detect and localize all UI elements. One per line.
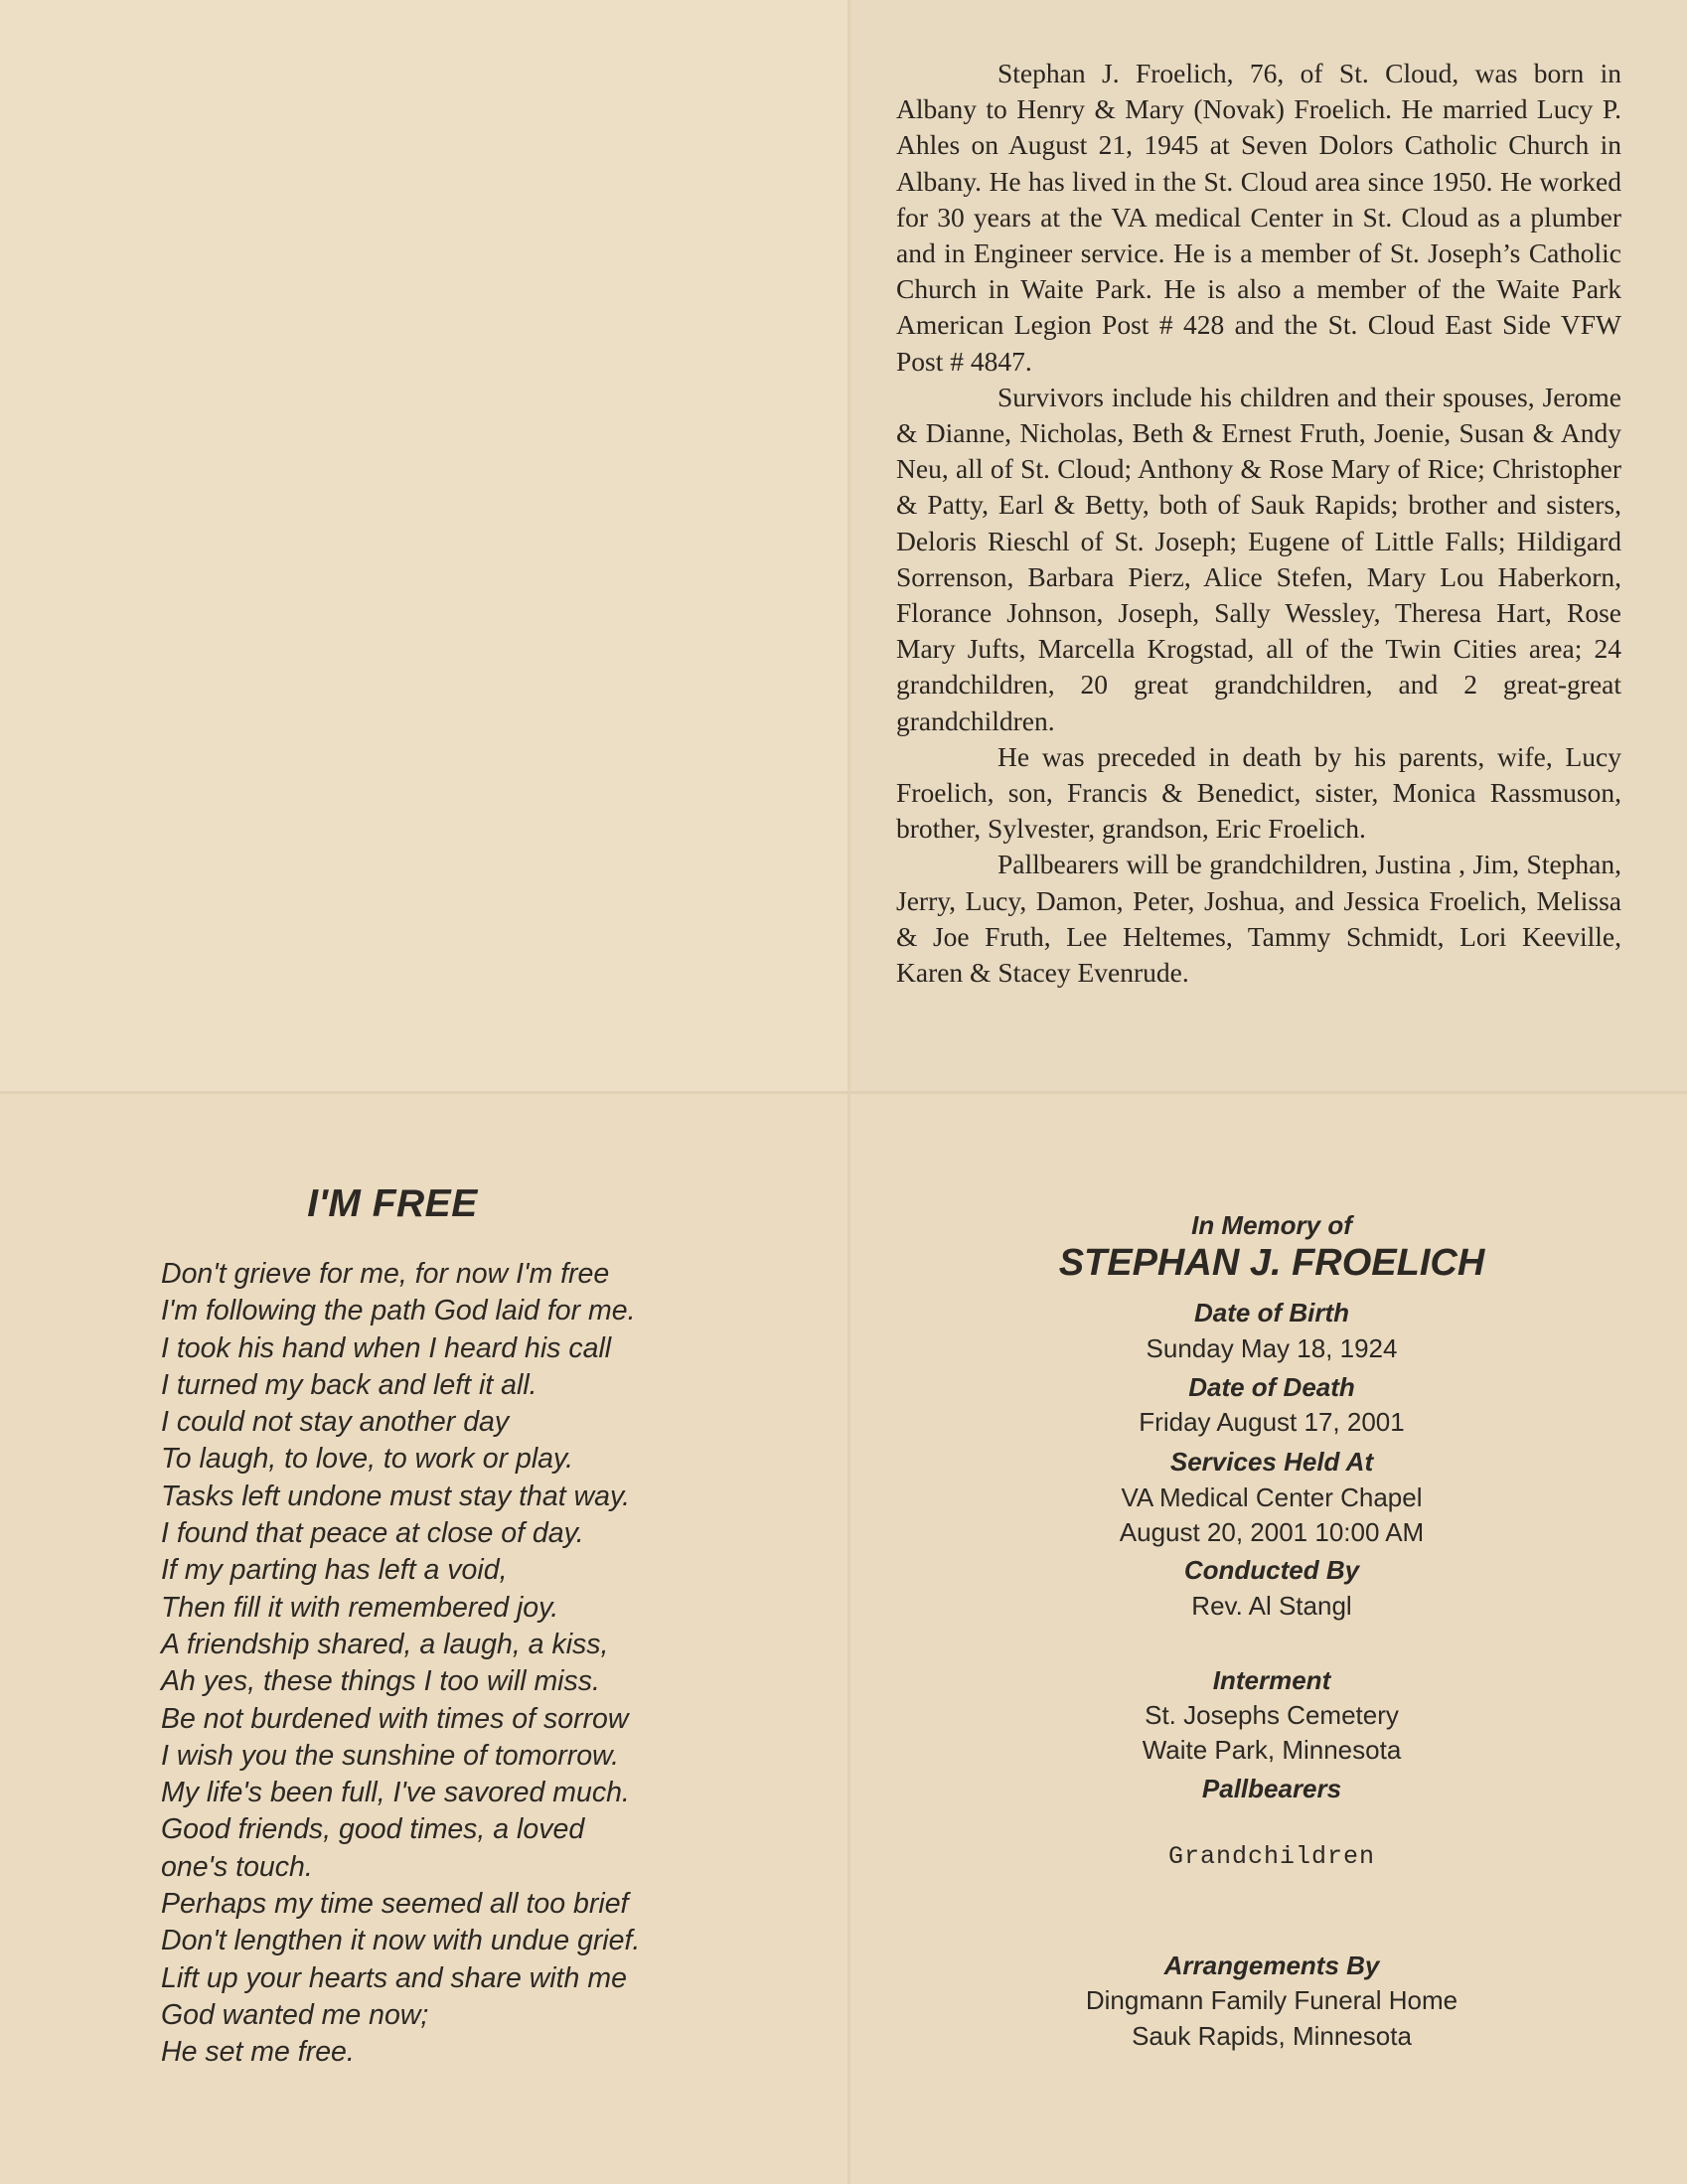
interment-label: Interment: [1212, 1665, 1331, 1695]
obituary-paragraph-preceded: He was preceded in death by his parents, wife, Lucy Froelich, son, Francis & Benedict, sister, Monica Rassmuson, brother, Sylvester, grandson, Eric Froelich.: [896, 740, 1621, 845]
poem-line: He set me free.: [161, 2036, 355, 2069]
poem-line: Ah yes, these things I too will miss.: [161, 1665, 600, 1698]
poem-line: I found that peace at close of day.: [161, 1517, 584, 1550]
poem-line: My life's been full, I've savored much.: [161, 1777, 630, 1809]
arrangements-label: Arrangements By: [1163, 1950, 1380, 1980]
services-label: Services Held At: [1169, 1447, 1374, 1477]
poem-line: Don't lengthen it now with undue grief.: [161, 1925, 641, 1957]
poem-line: I'm following the path God laid for me.: [161, 1295, 636, 1327]
conducted-by-label: Conducted By: [1183, 1555, 1360, 1585]
date-of-birth-value: Sunday May 18, 1924: [1146, 1333, 1398, 1363]
poem-line: Perhaps my time seemed all too brief: [161, 1888, 629, 1921]
poem-line: If my parting has left a void,: [161, 1554, 508, 1587]
horizontal-fold-line: [0, 1091, 1687, 1094]
poem-title: I'M FREE: [307, 1182, 478, 1225]
poem-line: I took his hand when I heard his call: [161, 1331, 612, 1364]
poem-line: God wanted me now;: [161, 1998, 429, 2031]
poem-body: [161, 1256, 797, 2072]
date-of-birth-label: Date of Birth: [1194, 1298, 1349, 1327]
poem-line: Good friends, good times, a loved: [161, 1813, 585, 1846]
poem-line: Be not burdened with times of sorrow: [161, 1702, 629, 1735]
funeral-home-name: Dingmann Family Funeral Home: [1085, 1985, 1458, 2015]
poem-line: I wish you the sunshine of tomorrow.: [161, 1739, 619, 1772]
services-place: VA Medical Center Chapel: [1121, 1482, 1423, 1512]
poem-line: Don't grieve for me, for now I'm free: [161, 1258, 610, 1290]
conducted-by-value: Rev. Al Stangl: [1191, 1591, 1352, 1621]
blank-panel: [0, 0, 849, 1093]
date-of-death-value: Friday August 17, 2001: [1139, 1407, 1405, 1437]
poem-line: To laugh, to love, to work or play.: [161, 1443, 574, 1476]
interment-city: Waite Park, Minnesota: [1142, 1735, 1402, 1765]
in-memory-of-heading: In Memory of: [1191, 1210, 1352, 1240]
deceased-name: STEPHAN J. FROELICH: [1058, 1242, 1485, 1284]
poem-line: Lift up your hearts and share with me: [161, 1961, 627, 1994]
poem-line: Tasks left undone must stay that way.: [161, 1480, 631, 1512]
obituary-paragraph-pallbearers: Pallbearers will be grandchildren, Justina , Jim, Stephan, Jerry, Lucy, Damon, Peter, Joshua, and Jessica Froelich, Melissa & Joe Fruth, Lee Heltemes, Tammy Schmidt, Lori Keeville, Karen & Stacey Evenrude.: [896, 849, 1621, 989]
pallbearers-label: Pallbearers: [1201, 1774, 1342, 1803]
obituary-paragraph-biography: Stephan J. Froelich, 76, of St. Cloud, was born in Albany to Henry & Mary (Novak) Froelich. He married Lucy P. Ahles on August 21, 1945 at Seven Dolors Catholic Church in Albany. He has lived in the St. Cloud area since 1950. He worked for 30 years at the VA medical Center in St. Cloud as a plumber and in Engineer service. He is a member of St. Joseph’s Catholic Church in Waite Park. He is also a member of the Waite Park American Legion Post # 428 and the St. Cloud East Side VFW Post # 4847.: [896, 58, 1621, 377]
pallbearers-value: Grandchildren: [1167, 1842, 1376, 1871]
interment-place: St. Josephs Cemetery: [1145, 1700, 1399, 1730]
poem-line: Then fill it with remembered joy.: [161, 1591, 559, 1624]
obituary-paragraph-survivors: Survivors include his children and their spouses, Jerome & Dianne, Nicholas, Beth & Ernest Fruth, Joenie, Susan & Andy Neu, all of St. Cloud; Anthony & Rose Mary of Rice; Christopher & Patty, Earl & Betty, both of Sauk Rapids; brother and sisters, Deloris Rieschl of St. Joseph; Eugene of Little Falls; Hildigard Sorrenson, Barbara Pierz, Alice Stefen, Mary Lou Haberkorn, Florance Johnson, Joseph, Sally Wessley, Theresa Hart, Rose Mary Jufts, Marcella Krogstad, all of the Twin Cities area; 24 grandchildren, 20 great grandchildren, and 2 great-great grandchildren.: [896, 381, 1621, 736]
poem-line: I turned my back and left it all.: [161, 1368, 537, 1401]
poem-line: A friendship shared, a laugh, a kiss,: [161, 1628, 609, 1660]
services-time: August 20, 2001 10:00 AM: [1119, 1517, 1425, 1547]
funeral-home-city: Sauk Rapids, Minnesota: [1132, 2021, 1412, 2051]
poem-line: I could not stay another day: [161, 1406, 510, 1439]
poem-line: one's touch.: [161, 1850, 313, 1883]
obituary-text: [896, 56, 1621, 991]
date-of-death-label: Date of Death: [1188, 1372, 1355, 1402]
